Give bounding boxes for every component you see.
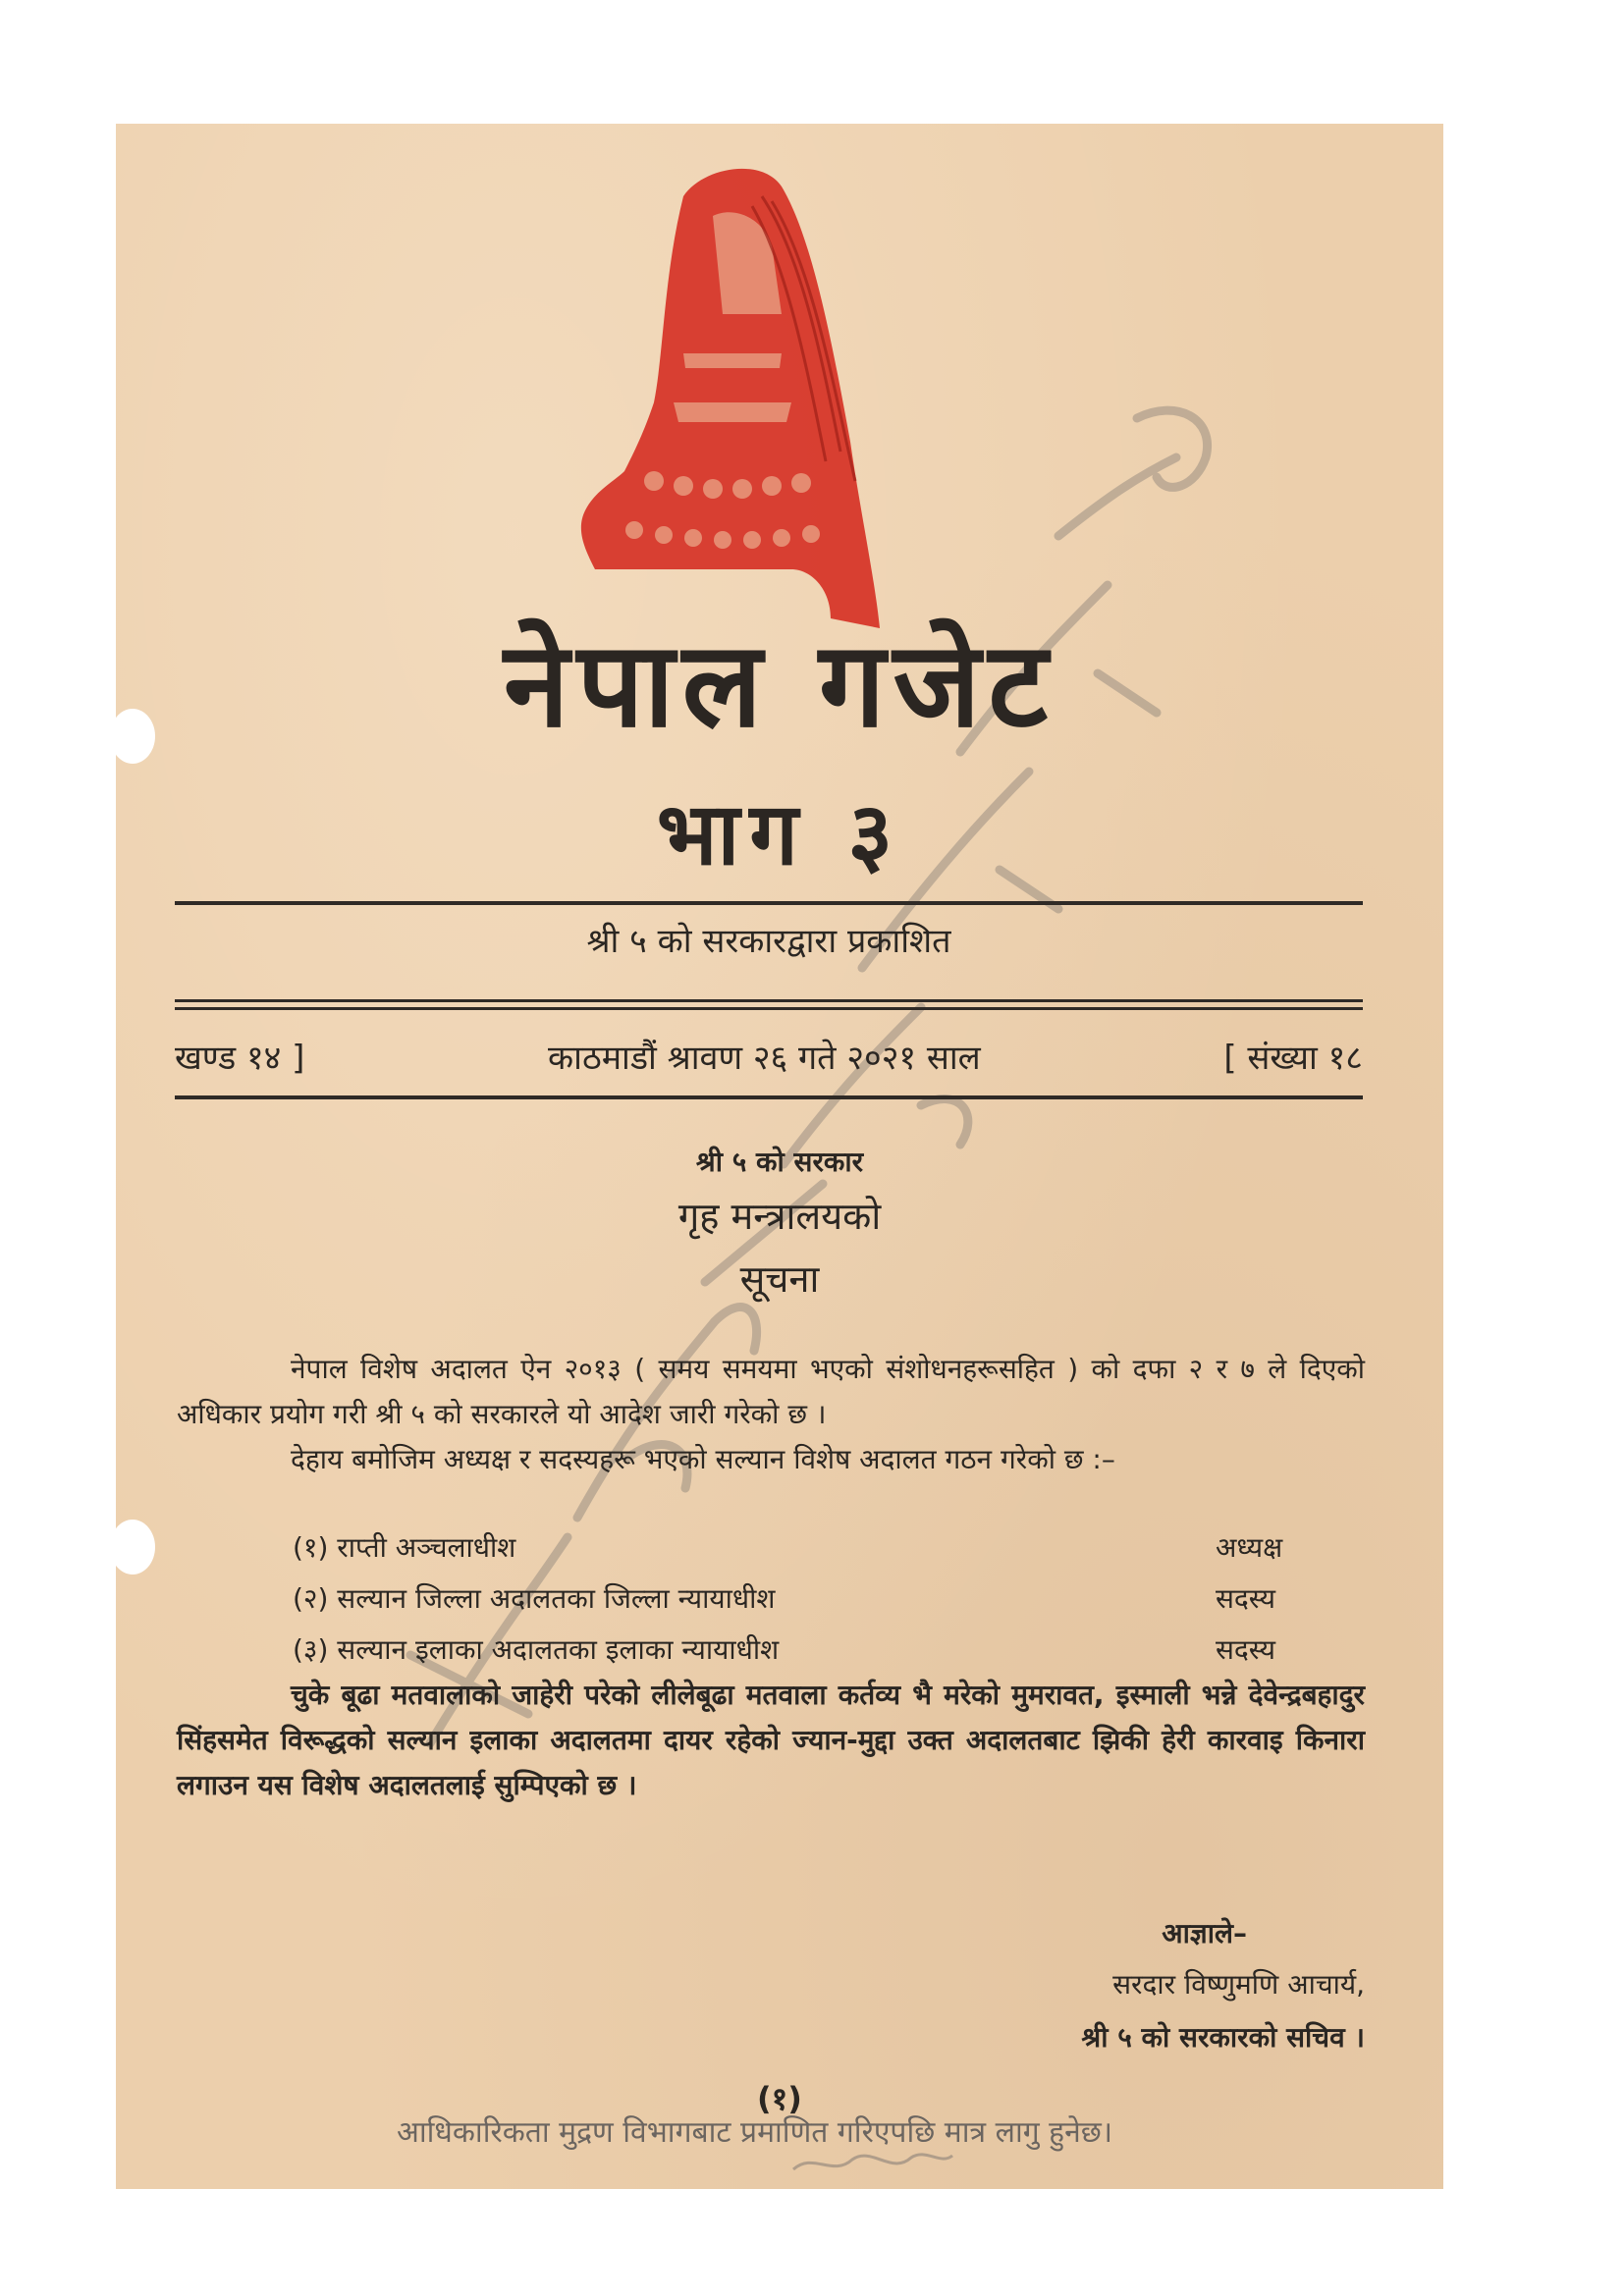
notice-body xyxy=(177,1347,1365,1482)
signatory-title: श्री ५ को सरकारको सचिव । xyxy=(1081,2021,1365,2054)
signatory-name: सरदार विष्णुमणि आचार्य, xyxy=(1112,1968,1365,2001)
handwritten-scribble-icon xyxy=(784,2142,960,2181)
notice-paragraph-1: नेपाल विशेष अदालत ऐन २०१३ ( समय समयमा भएको संशोधनहरूसहित ) को दफा २ र ७ ले दिएको अधिकार प्रयोग गरी श्री ५ को सरकारले यो आदेश जारी गरेको छ । xyxy=(177,1353,1365,1430)
notice-heading: सूचना xyxy=(739,1257,820,1301)
issue-bottom-rule xyxy=(175,1095,1363,1099)
list-item xyxy=(293,1624,1324,1675)
government-heading: श्री ५ को सरकार xyxy=(695,1146,864,1178)
issue-number-label: [ संख्या १८ xyxy=(1223,1039,1363,1078)
rule-double-1 xyxy=(175,999,1363,1002)
top-rule xyxy=(175,901,1363,905)
case-text: चुके बूढा मतवालाको जाहेरी परेको लीलेबूढा मतवाला कर्तव्य भै मरेको मुमरावत, इस्माली भन्ने देवेन्द्रबहादुर सिंहसमेत विरूद्धको सल्यान इलाका अदालतमा दायर रहेको ज्यान-मुद्दा उक्त अदालतबाट झिकी हेरी कारवाइ किनारा लगाउन यस विशेष अदालतलाई सुम्पिएको छ । xyxy=(177,1679,1365,1801)
court-members-list xyxy=(293,1522,1324,1675)
punch-hole xyxy=(110,709,155,764)
rule-double-2 xyxy=(175,1007,1363,1010)
gazette-title: नेपाल गजेट xyxy=(503,617,1056,754)
list-item xyxy=(293,1573,1324,1624)
gazette-page xyxy=(116,124,1443,2189)
case-paragraph xyxy=(177,1673,1365,1808)
volume-label: खण्ड १४ ] xyxy=(175,1039,305,1078)
authenticity-note: आधिकारिकता मुद्रण विभागबाट प्रमाणित गरिएपछि मात्र लागु हुनेछ। xyxy=(397,2115,1113,2150)
punch-hole xyxy=(110,1520,155,1575)
place-date-label: काठमाडौं श्रावण २६ गते २०२१ साल xyxy=(548,1039,981,1078)
member-label: (२) सल्यान जिल्ला अदालतका जिल्ला न्यायाधीश xyxy=(293,1582,776,1615)
member-role: सदस्य xyxy=(1216,1633,1275,1666)
list-item xyxy=(293,1522,1324,1573)
by-order-label: आज्ञाले– xyxy=(1162,1917,1247,1949)
member-role: सदस्य xyxy=(1216,1582,1275,1615)
member-label: (३) सल्यान इलाका अदालतका इलाका न्यायाधीश xyxy=(293,1633,780,1666)
member-label: (१) राप्ती अञ्चलाधीश xyxy=(293,1531,516,1564)
royal-crown-emblem xyxy=(536,157,929,667)
publisher-line: श्री ५ को सरकारद्वारा प्रकाशित xyxy=(586,922,951,961)
member-role: अध्यक्ष xyxy=(1216,1531,1283,1564)
ministry-heading: गृह मन्त्रालयको xyxy=(677,1195,882,1238)
issue-info-row xyxy=(175,1029,1363,1084)
gazette-part: भाग ३ xyxy=(656,783,903,884)
page-number: (१) xyxy=(757,2080,802,2117)
notice-paragraph-2: देहाय बमोजिम अध्यक्ष र सदस्यहरू भएको सल्यान विशेष अदालत गठन गरेको छ :– xyxy=(291,1443,1115,1475)
